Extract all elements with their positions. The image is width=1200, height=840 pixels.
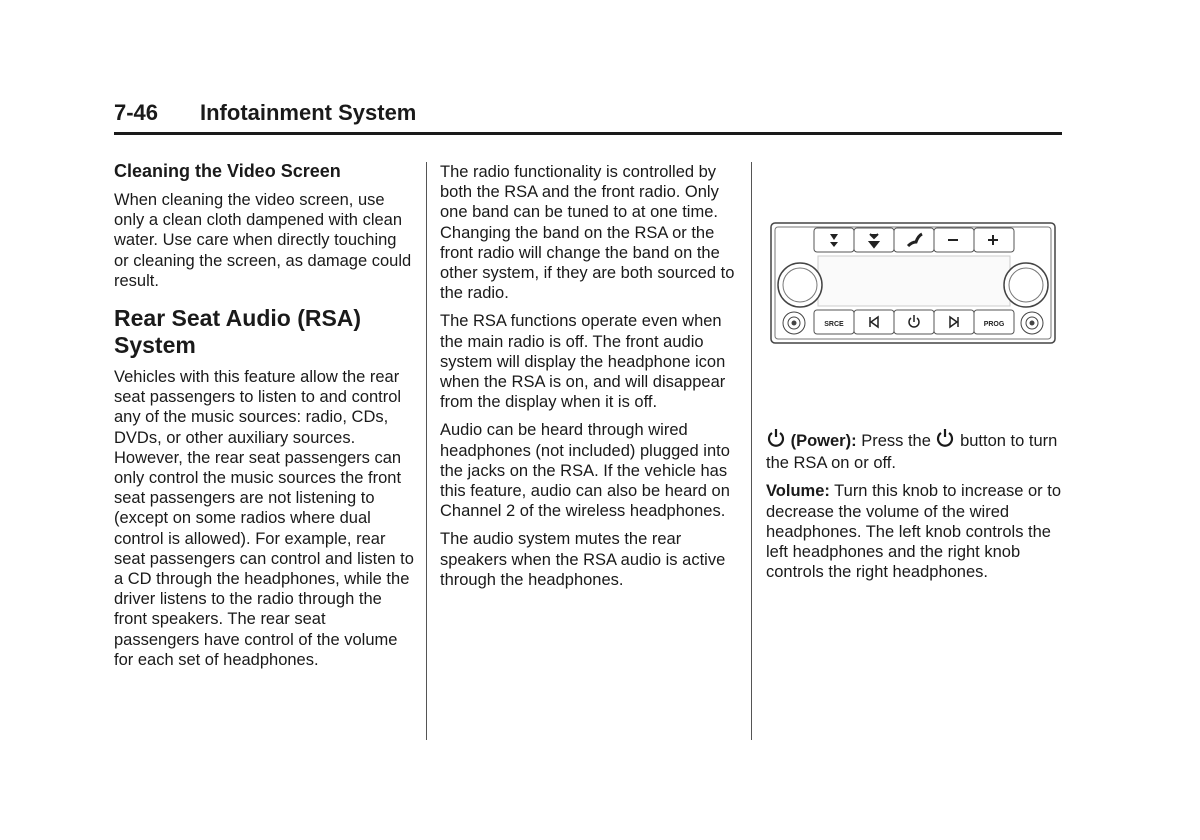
volume-text: Turn this knob to increase or to decrease the volume of the wired headphones. The left knob controls the left headphones and the right knob controls the right headphones. [766, 482, 1062, 582]
volume-knob-left [778, 263, 822, 307]
paragraph: Audio can be heard through wired headphones (not included) plugged into the jacks on the RSA. If the vehicle has this feature, audio can also be heard on Channel 2 of the wireless headphones. [440, 421, 730, 521]
volume-knob-right [1004, 263, 1048, 307]
heading-cleaning: Cleaning the Video Screen [114, 161, 341, 181]
volume-label: Volume: [766, 482, 830, 501]
page-header [114, 100, 1062, 135]
column-right [766, 428, 1066, 590]
power-icon [766, 428, 786, 453]
srce-button-label: SRCE [824, 321, 844, 328]
power-icon [935, 428, 955, 453]
page-number: 7-46 [114, 100, 159, 125]
column-divider [751, 162, 752, 740]
power-text-a: Press the [861, 432, 931, 450]
prog-button-label: PROG [983, 321, 1005, 328]
column-divider [426, 162, 427, 740]
volume-description [766, 481, 1066, 582]
power-text-b: button to turn the RSA on or off. [766, 432, 1058, 473]
power-description [766, 428, 1066, 473]
column-middle [440, 162, 740, 598]
paragraph: When cleaning the video screen, use only a clean cloth dampened with clean water. Use care when directly touching or cleaning the screen, as damage could result. [114, 191, 412, 290]
section-title: Infotainment System [200, 100, 417, 125]
paragraph: The radio functionality is controlled by both the RSA and the front radio. Only one band can be tuned to at one time. Changing the band on the RSA or the front radio will change the band on the other system, if they are both sourced to the radio. [440, 163, 735, 303]
paragraph: The RSA functions operate even when the main radio is off. The front audio system will display the headphone icon when the RSA is on, and will disappear from the display when it is off. [440, 312, 726, 412]
heading-rsa: Rear Seat Audio (RSA) System [114, 305, 362, 359]
paragraph: The audio system mutes the rear speakers when the RSA audio is active through the headphones. [440, 530, 726, 589]
paragraph: Vehicles with this feature allow the rear seat passengers to listen to and control any of the music sources: radio, CDs, DVDs, or other auxiliary sources. However, the rear seat passengers can only control the music sources the front seat passengers are not listening to (except on some radios where dual control is allowed). For example, rear seat passengers can control and listen to a CD through the headphones, while the driver listens to the radio through the front speakers. The rear seat passengers have control of the volume for each set of headphones. [114, 368, 414, 669]
rsa-control-panel-illustration [770, 220, 1056, 344]
power-label: (Power): [790, 432, 857, 450]
column-left [114, 160, 414, 678]
headphone-jack-left [783, 312, 805, 334]
headphone-jack-right [1021, 312, 1043, 334]
